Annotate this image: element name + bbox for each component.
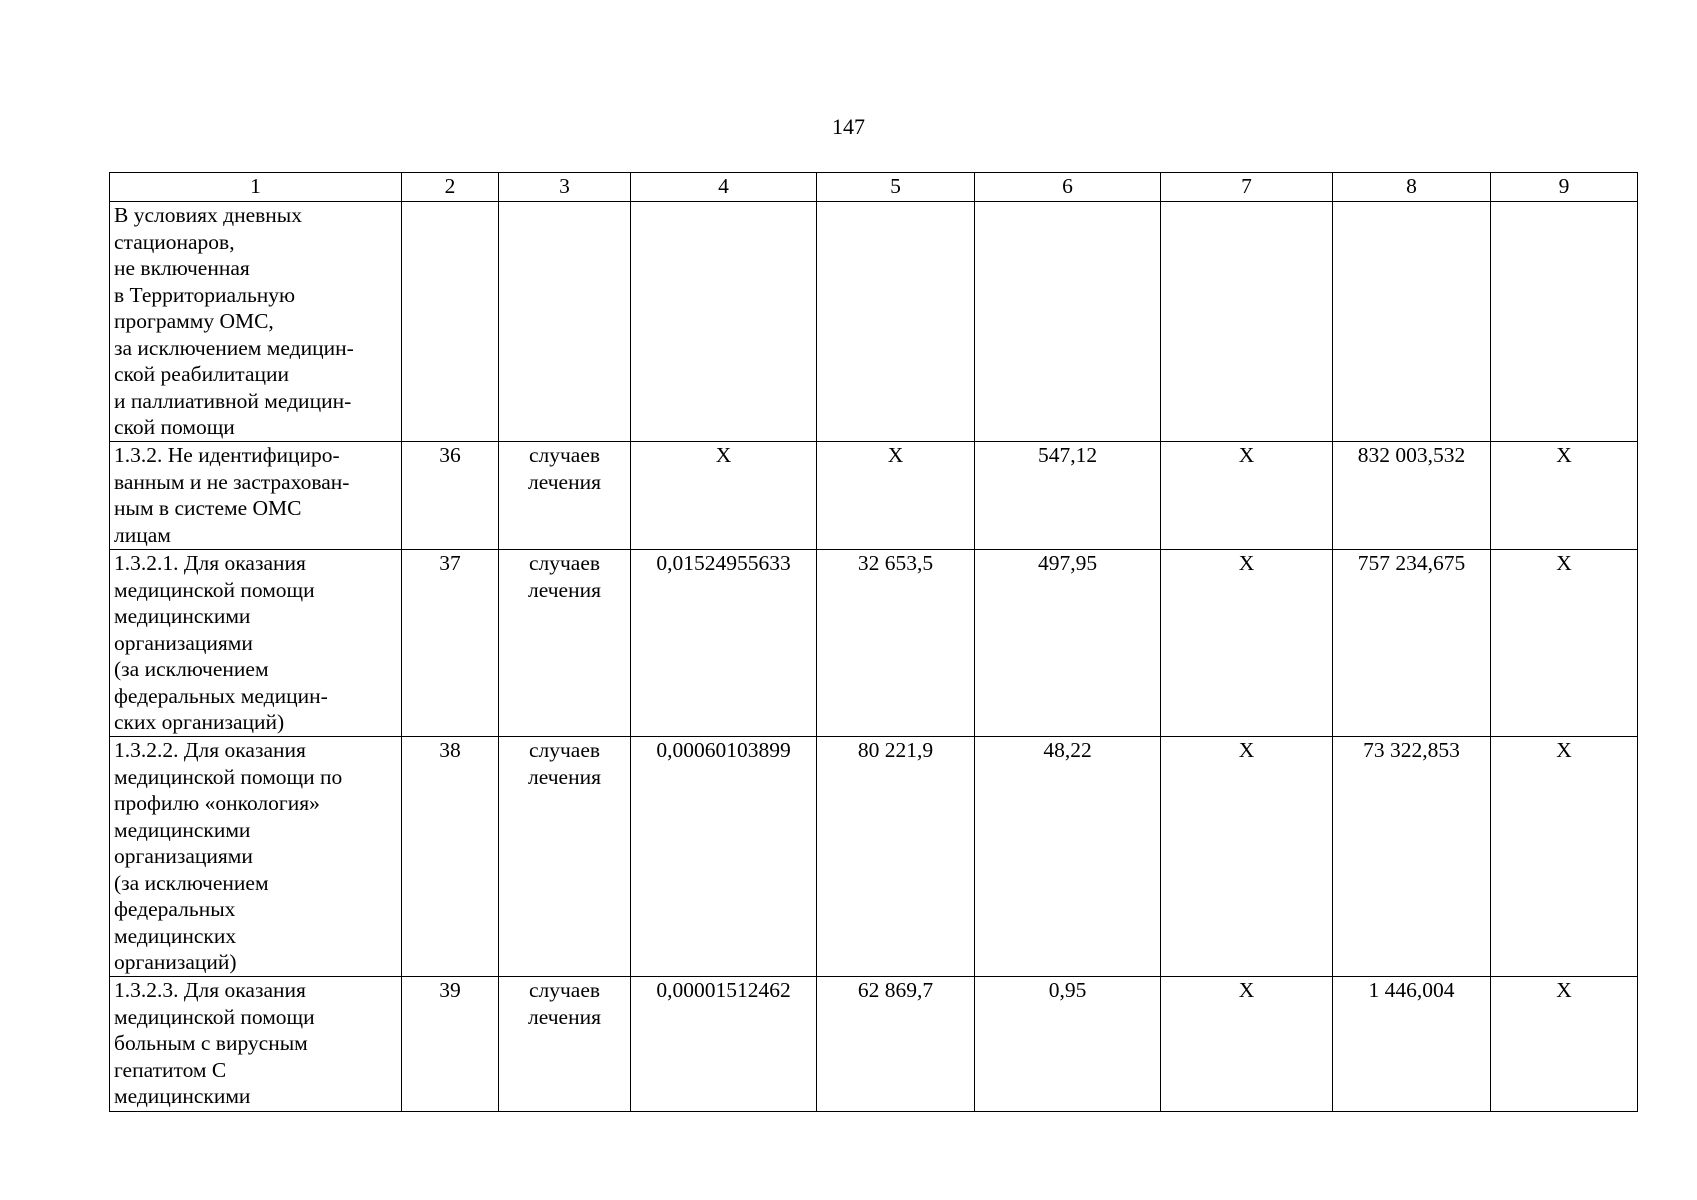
- row-unit-line: лечения: [528, 764, 601, 789]
- row-label-line: организациями: [114, 630, 253, 655]
- row-label-line: 1.3.2.3. Для оказания: [114, 978, 306, 1002]
- cell-col-4: 0,01524955633: [631, 550, 817, 737]
- row-unit-line: лечения: [528, 1004, 601, 1029]
- header-row: [110, 173, 1638, 202]
- row-unit-line: лечения: [528, 469, 601, 494]
- row-label-line: медицинскими: [114, 817, 251, 842]
- row-label-line: в Территориальную: [114, 282, 296, 307]
- row-code: [402, 202, 499, 442]
- row-label: [110, 550, 402, 737]
- row-code: 38: [402, 737, 499, 977]
- row-label-line: лицам: [114, 522, 171, 547]
- row-label-line: ской помощи: [114, 415, 235, 439]
- data-table: [109, 172, 1638, 1112]
- table-row: [110, 977, 1638, 1112]
- cell-col-9: Х: [1491, 442, 1638, 550]
- row-label-line: (за исключением: [114, 870, 269, 895]
- row-label-line: ванным и не застрахован-: [114, 469, 350, 494]
- row-label: [110, 202, 402, 442]
- cell-col-4: [631, 202, 817, 442]
- row-label-line: В условиях дневных: [114, 203, 302, 227]
- cell-col-4: Х: [631, 442, 817, 550]
- row-label-line: гепатитом С: [114, 1057, 227, 1082]
- row-label-line: (за исключением: [114, 657, 269, 681]
- cell-col-9: [1491, 202, 1638, 442]
- cell-col-9: Х: [1491, 977, 1638, 1112]
- page-number: 147: [832, 114, 865, 139]
- row-label-line: организаций): [114, 950, 237, 974]
- column-header-4: 4: [631, 173, 817, 202]
- column-header-5: 5: [817, 173, 975, 202]
- row-unit: [499, 550, 631, 737]
- column-header-6: 6: [975, 173, 1161, 202]
- row-label-line: и паллиативной медицин-: [114, 388, 352, 413]
- row-label-line: стационаров,: [114, 229, 235, 254]
- cell-col-9: Х: [1491, 737, 1638, 977]
- row-label-line: 1.3.2.1. Для оказания: [114, 551, 306, 575]
- table-row: [110, 737, 1638, 977]
- row-unit-line: случаев: [528, 443, 601, 467]
- column-header-9: 9: [1491, 173, 1638, 202]
- cell-col-6: 547,12: [975, 442, 1161, 550]
- row-label-line: медицинской помощи: [114, 577, 315, 602]
- column-header-7: 7: [1161, 173, 1333, 202]
- row-label-line: 1.3.2.2. Для оказания: [114, 738, 306, 762]
- cell-col-7: Х: [1161, 737, 1333, 977]
- cell-col-7: Х: [1161, 442, 1333, 550]
- cell-col-6: 0,95: [975, 977, 1161, 1112]
- cell-col-4: 0,00060103899: [631, 737, 817, 977]
- row-label-line: медицинской помощи по: [114, 764, 343, 789]
- cell-col-6: 48,22: [975, 737, 1161, 977]
- cell-col-8: 832 003,532: [1333, 442, 1491, 550]
- cell-col-5: 80 221,9: [817, 737, 975, 977]
- cell-col-7: [1161, 202, 1333, 442]
- row-unit-line: случаев: [528, 738, 601, 762]
- row-unit: [499, 442, 631, 550]
- cell-col-5: 62 869,7: [817, 977, 975, 1112]
- row-label-line: медицинскими: [114, 1084, 251, 1108]
- row-label-line: ских организаций): [114, 710, 285, 734]
- row-label-line: программу ОМС,: [114, 309, 274, 333]
- row-label: [110, 977, 402, 1112]
- column-header-2: 2: [402, 173, 499, 202]
- row-label-line: больным с вирусным: [114, 1031, 308, 1055]
- row-label-line: ным в системе ОМС: [114, 496, 302, 520]
- table-row: [110, 442, 1638, 550]
- row-label-line: организациями: [114, 844, 253, 868]
- cell-col-6: 497,95: [975, 550, 1161, 737]
- row-label-line: медицинскими: [114, 604, 251, 628]
- row-label-line: 1.3.2. Не идентифициро-: [114, 443, 340, 467]
- cell-col-5: [817, 202, 975, 442]
- cell-col-9: Х: [1491, 550, 1638, 737]
- row-label-line: федеральных: [114, 897, 236, 921]
- row-label-line: федеральных медицин-: [114, 683, 328, 708]
- row-label-line: профилю «онкология»: [114, 791, 320, 815]
- table-row: [110, 202, 1638, 442]
- row-code: 36: [402, 442, 499, 550]
- column-header-1: 1: [110, 173, 402, 202]
- cell-col-6: [975, 202, 1161, 442]
- cell-col-8: 1 446,004: [1333, 977, 1491, 1112]
- row-unit-line: случаев: [528, 978, 601, 1002]
- row-unit: [499, 737, 631, 977]
- column-header-8: 8: [1333, 173, 1491, 202]
- row-unit-line: лечения: [528, 577, 601, 602]
- cell-col-8: 757 234,675: [1333, 550, 1491, 737]
- cell-col-8: 73 322,853: [1333, 737, 1491, 977]
- row-code: 39: [402, 977, 499, 1112]
- table-body: [110, 202, 1638, 1112]
- cell-col-7: Х: [1161, 977, 1333, 1112]
- cell-col-8: [1333, 202, 1491, 442]
- row-unit: [499, 202, 631, 442]
- cell-col-7: Х: [1161, 550, 1333, 737]
- row-label-line: не включенная: [114, 256, 250, 280]
- row-unit: [499, 977, 631, 1112]
- cell-col-5: 32 653,5: [817, 550, 975, 737]
- cell-col-4: 0,00001512462: [631, 977, 817, 1112]
- row-label-line: за исключением медицин-: [114, 335, 354, 360]
- column-header-3: 3: [499, 173, 631, 202]
- row-label-line: ской реабилитации: [114, 362, 290, 386]
- row-label: [110, 442, 402, 550]
- table-row: [110, 550, 1638, 737]
- row-label-line: медицинской помощи: [114, 1004, 315, 1029]
- row-label-line: медицинских: [114, 923, 237, 948]
- row-label: [110, 737, 402, 977]
- row-unit-line: случаев: [528, 551, 601, 575]
- row-code: 37: [402, 550, 499, 737]
- cell-col-5: Х: [817, 442, 975, 550]
